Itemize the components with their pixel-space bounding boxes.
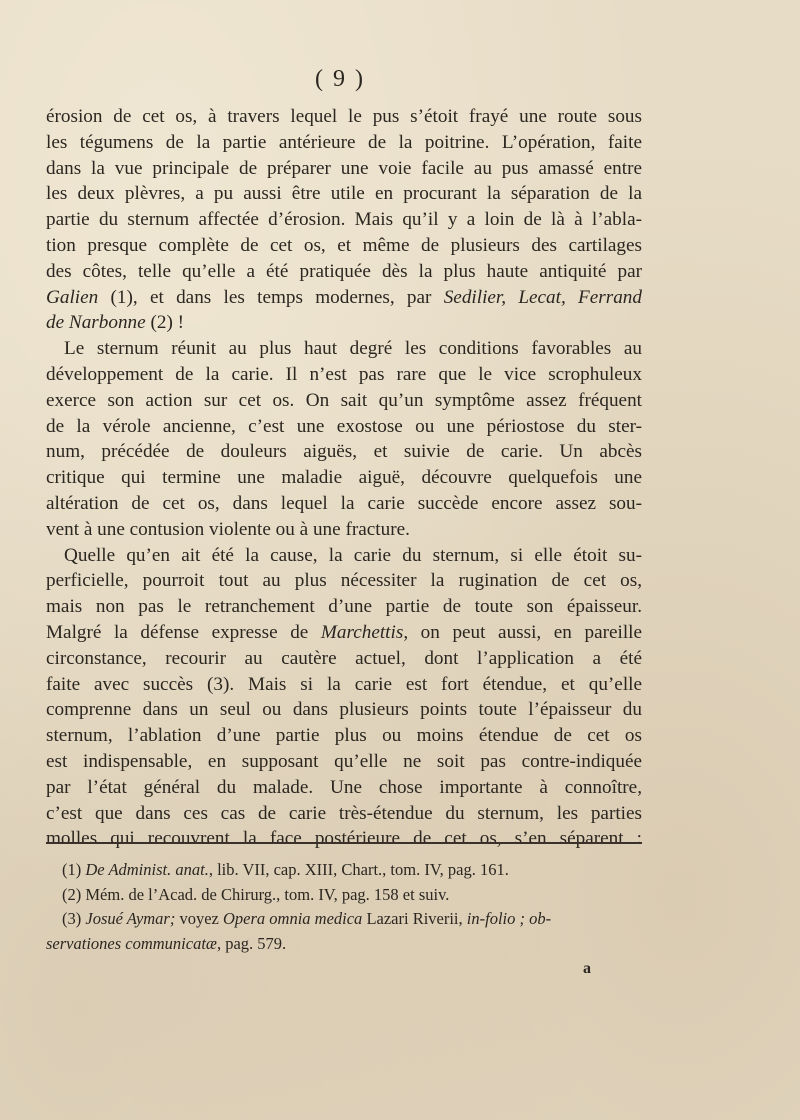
text-line: Le sternum réunit au plus haut degré les conditions favorables au <box>64 338 642 360</box>
body-text <box>46 104 642 852</box>
author-name: Marchettis <box>320 621 404 643</box>
footnote-1: (1) De Administ. anat., lib. VII, cap. XIII, Chart., tom. IV, pag. 161. <box>62 860 509 879</box>
text-line: num, précédée de douleurs aiguës, et suivie de carie. Un abcès <box>46 441 642 463</box>
text-line: comprenne dans un seul ou dans plusieurs points toute l’épaisseur du <box>46 699 642 721</box>
text-line: molles qui recouvrent la face postérieure de cet os, s’en séparent : <box>46 828 642 850</box>
text-line: altération de cet os, dans lequel la carie succède encore assez sou- <box>46 492 642 514</box>
text-line: partie du sternum affectée d’érosion. Mais qu’il y a loin de là à l’abla- <box>46 209 642 231</box>
text-line: développement de la carie. Il n’est pas rare que le vice scrophuleux <box>46 363 642 385</box>
text-line: c’est que dans ces cas de carie très-étendue du sternum, les parties <box>46 802 642 824</box>
text-line: sternum, l’ablation d’une partie plus ou moins étendue de cet os <box>46 725 642 747</box>
text-line: par l’état général du malade. Une chose importante à connoître, <box>46 776 642 798</box>
text-line: perficielle, pourroit tout au plus nécessiter la rugination de cet os, <box>46 570 642 592</box>
text-line: Malgré la défense expresse de Marchettis, on peut aussi, en pareille <box>46 621 642 643</box>
text-line: les deux plèvres, a pu aussi être utile en procurant la séparation de la <box>46 183 642 205</box>
text-line: Galien (1), et dans les temps modernes, par Sedilier, Lecat, Ferrand <box>46 286 642 308</box>
footnote-2: (2) Mém. de l’Acad. de Chirurg., tom. IV, pag. 158 et suiv. <box>62 884 450 904</box>
text-line: mais non pas le retranchement d’une partie de toute son épaisseur. <box>46 596 642 618</box>
text-line: critique qui termine une maladie aiguë, découvre quelquefois une <box>46 467 642 489</box>
page-number: ( 9 ) <box>315 66 365 92</box>
text-line: faite avec succès (3). Mais si la carie est fort étendue, et qu’elle <box>46 673 642 695</box>
text-line: de Narbonne (2) ! <box>46 312 185 334</box>
text-line: exerce son action sur cet os. On sait qu’un symptôme assez fréquent <box>46 389 642 411</box>
text-line: Quelle qu’en ait été la cause, la carie du sternum, si elle étoit su- <box>64 544 642 566</box>
text-line: circonstance, recourir au cautère actuel, dont l’application a été <box>46 647 642 669</box>
text-line: vent à une contusion violente ou à une fracture. <box>46 518 410 540</box>
footnote-3-continuation: servationes communicatæ, pag. 579. <box>46 933 287 953</box>
text-line: dans la vue principale de préparer une voie facile au pus amassé entre <box>46 157 642 179</box>
signature-mark: a <box>583 960 591 977</box>
text-line: de la vérole ancienne, c’est une exostose ou une périostose du ster- <box>46 415 642 437</box>
author-names: Sedilier, Lecat, Ferrand <box>443 286 642 308</box>
author-name: Galien <box>46 286 99 308</box>
footnote-3: (3) Josué Aymar; voyez Opera omnia medica Lazari Riverii, in-folio ; ob- <box>62 909 552 928</box>
text-line: les tégumens de la partie antérieure de la poitrine. L’opération, faite <box>46 131 642 153</box>
author-name: de Narbonne <box>46 312 146 334</box>
text-line: des côtes, telle qu’elle a été pratiquée dès la plus haute antiquité par <box>46 260 642 282</box>
footnote-divider <box>46 842 642 844</box>
footnotes <box>46 858 642 956</box>
text-line: tion presque complète de cet os, et même de plusieurs des cartilages <box>46 234 642 256</box>
text-line: érosion de cet os, à travers lequel le pus s’étoit frayé une route sous <box>46 106 642 127</box>
text-line: est indispensable, en supposant qu’elle ne soit pas contre-indiquée <box>46 750 642 772</box>
